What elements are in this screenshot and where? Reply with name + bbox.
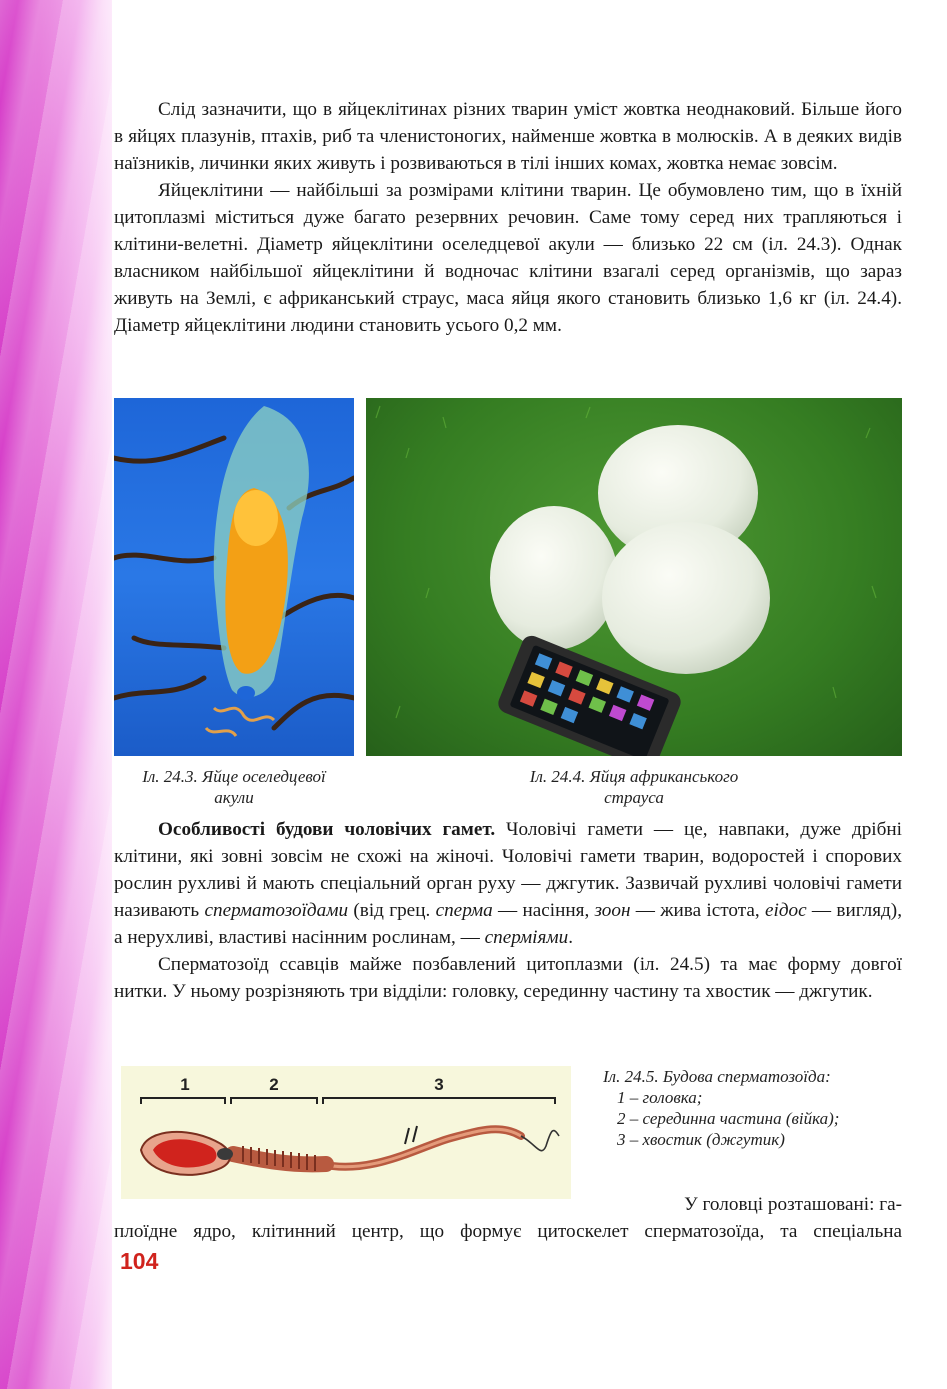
label-2: 2 bbox=[269, 1075, 279, 1094]
caption-legend-3: 3 – хвостик (джгутик) bbox=[617, 1130, 785, 1149]
term: еідос bbox=[764, 900, 807, 921]
paragraph-male-gametes bbox=[114, 816, 902, 951]
term: сперма bbox=[435, 900, 493, 921]
term: сперматозоїдами bbox=[204, 900, 349, 921]
page-number: 104 bbox=[120, 1248, 159, 1274]
fig-24-5-caption bbox=[603, 1066, 903, 1150]
text-run: (від грец. bbox=[348, 900, 436, 921]
paragraph-egg-size: Яйцеклітини — найбільші за розмірами клітини тварин. Це обумовлено тим, що в їхній цитоплазмі міститься дуже багато резервних речовин. Саме тому серед них трапляються і клітини-велетні. Діаметр яйцеклітини оселедцевої акули — близько 22 см (іл. 24.3). Однак власником найбільшої яйцеклітини й водночас клітини взагалі серед організмів, що зараз живуть на Землі, є африканський страус, маса яйця якого становить близько 1,6 кг (іл. 24.4). Діаметр яйцеклітини людини становить усього 0,2 мм. bbox=[114, 180, 902, 336]
sperm-structure-diagram bbox=[121, 1066, 571, 1199]
label-3: 3 bbox=[434, 1075, 444, 1094]
intro-text bbox=[114, 96, 902, 339]
text-run: — вигляд), а нерухливі, властиві насінним рослинам, — bbox=[114, 900, 902, 948]
caption-line: страуса bbox=[604, 788, 664, 807]
shark-egg-image bbox=[114, 398, 354, 756]
section-heading: Особливості будови чоловічих гамет. bbox=[158, 819, 496, 840]
fig-24-4-caption bbox=[366, 766, 902, 808]
caption-line: Іл. 24.4. Яйця африканського bbox=[529, 767, 739, 786]
paragraph-head-line2: плоїдне ядро, клітинний центр, що формує цитоскелет сперматозоїда, та спеціальна bbox=[114, 1221, 902, 1242]
male-gametes-text bbox=[114, 816, 902, 1005]
caption-title: Іл. 24.5. Будова сперматозоїда: bbox=[603, 1067, 831, 1086]
caption-line: Іл. 24.3. Яйце оселедцевої bbox=[142, 767, 326, 786]
text-run: . bbox=[568, 927, 574, 948]
term: сперміями bbox=[484, 927, 569, 948]
paragraph-head-line1: У головці розташовані: га- bbox=[684, 1194, 902, 1215]
text-run: — жива істота, bbox=[630, 900, 765, 921]
decorative-side-band bbox=[0, 0, 112, 1389]
caption-line: акули bbox=[214, 788, 254, 807]
label-1: 1 bbox=[180, 1075, 190, 1094]
text-run: — насіння, bbox=[492, 900, 595, 921]
fig-24-3-caption bbox=[114, 766, 354, 808]
paragraph-yolk: Слід зазначити, що в яйцеклітинах різних тварин уміст жовтка неоднаковий. Більше його в яйцях плазунів, птахів, риб та членистоногих, найменше жовтка в молюсків. А в деяких видів наїзників, личинки яких живуть і розвиваються в тілі інших комах, жовтка немає зовсім. bbox=[114, 99, 902, 174]
term: зоон bbox=[594, 900, 631, 921]
caption-legend-1: 1 – головка; bbox=[617, 1088, 703, 1107]
ostrich-eggs-image bbox=[366, 398, 902, 756]
caption-legend-2: 2 – серединна частина (війка); bbox=[617, 1109, 840, 1128]
text-run: Чоловічі гамети — це, навпаки, дуже дрібні клітини, які зовні зовсім не схожі на жіночі. Чоловічі гамети тварин, водоростей і спорових рослин рухливі й мають спеціальний орган руху — джгутик. Зазвичай рухливі чоловічі гамети називають bbox=[114, 819, 902, 921]
paragraph-sperm-structure: Сперматозоїд ссавців майже позбавлений цитоплазми (іл. 24.5) та має форму довгої нитки. У ньому розрізняють три відділи: головку, серединну частину та хвостик — джгутик. bbox=[114, 954, 902, 1002]
